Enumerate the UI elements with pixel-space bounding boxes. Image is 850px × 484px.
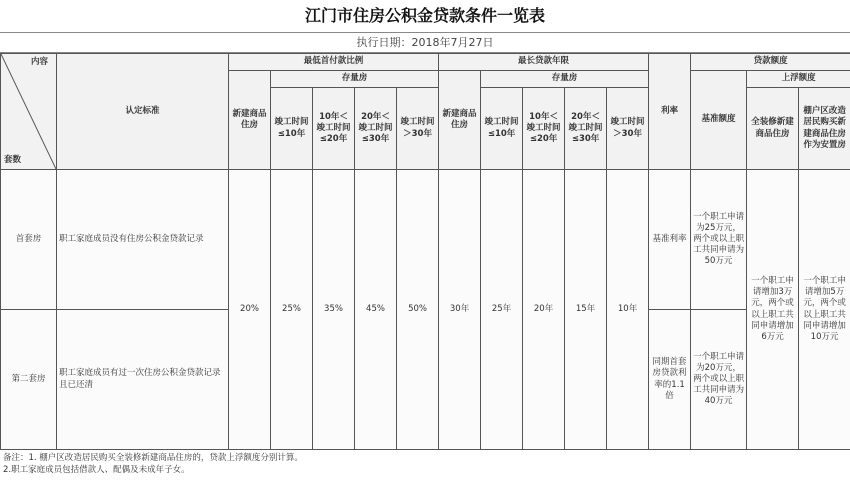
diagonal-line — [1, 54, 56, 169]
header-shantytown: 棚户区改造居民购买新建商品住房作为安置房 — [799, 88, 850, 170]
header-term-age-gt30: 竣工时间＞30年 — [607, 88, 649, 170]
term-new-house-value: 30年 — [439, 170, 481, 450]
down-new-house-value: 20% — [229, 170, 271, 450]
table-row-first-house — [1, 170, 850, 310]
header-base-amount: 基准额度 — [691, 71, 747, 170]
rate-first-house: 基准利率 — [649, 170, 691, 310]
page-title: 江门市住房公积金贷款条件一览表 — [0, 0, 850, 33]
header-down-age-gt30: 竣工时间＞30年 — [397, 88, 439, 170]
rate-second-house: 同期首套房贷款利率的1.1倍 — [649, 310, 691, 450]
down-age-gt30-value: 50% — [397, 170, 439, 450]
header-down-age-le10: 竣工时间≤10年 — [271, 88, 313, 170]
header-min-down-payment: 最低首付款比例 — [229, 54, 439, 71]
header-criteria: 认定标准 — [57, 54, 229, 170]
header-down-age-20-30: 20年＜竣工时间≤30年 — [355, 88, 397, 170]
header-down-age-10-20: 10年＜竣工时间≤20年 — [313, 88, 355, 170]
header-loan-amount: 贷款额度 — [691, 54, 850, 71]
header-full-decor: 全装修新建商品住房 — [747, 88, 799, 170]
loan-conditions-table — [0, 53, 850, 450]
criteria-second-house: 职工家庭成员有过一次住房公积金贷款记录且已还清 — [57, 310, 229, 450]
header-down-new-house: 新建商品住房 — [229, 71, 271, 170]
note-line-1: 备注：1. 棚户区改造居民购买全装修新建商品住房的，贷款上浮额度分别计算。 — [3, 453, 303, 463]
header-term-new-house: 新建商品住房 — [439, 71, 481, 170]
term-age-10-20-value: 20年 — [523, 170, 565, 450]
header-term-stock: 存量房 — [481, 71, 649, 88]
header-term-age-le10: 竣工时间≤10年 — [481, 88, 523, 170]
notes — [0, 450, 850, 478]
base-amount-second-house: 一个职工申请为20万元，两个或以上职工共同申请为40万元 — [691, 310, 747, 450]
term-age-le10-value: 25年 — [481, 170, 523, 450]
diagonal-header-cell — [1, 54, 57, 170]
down-age-20-30-value: 45% — [355, 170, 397, 450]
header-float-amount: 上浮额度 — [747, 71, 850, 88]
header-content-label: 内容 — [30, 57, 48, 67]
header-term-age-10-20: 10年＜竣工时间≤20年 — [523, 88, 565, 170]
header-term-age-20-30: 20年＜竣工时间≤30年 — [565, 88, 607, 170]
down-age-10-20-value: 35% — [313, 170, 355, 450]
criteria-first-house: 职工家庭成员没有住房公积金贷款记录 — [57, 170, 229, 310]
row-label-first-house: 首套房 — [1, 170, 57, 310]
header-taoshu-label: 套数 — [4, 154, 22, 165]
header-down-stock: 存量房 — [271, 71, 439, 88]
float-shantytown-value: 一个职工申请增加5万元，两个或以上职工共同申请增加10万元 — [799, 170, 850, 450]
execution-date: 执行日期：2018年7月27日 — [0, 33, 850, 53]
row-label-second-house: 第二套房 — [1, 310, 57, 450]
term-age-20-30-value: 15年 — [565, 170, 607, 450]
note-line-2: 2.职工家庭成员包括借款人、配偶及未成年子女。 — [3, 465, 190, 475]
term-age-gt30-value: 10年 — [607, 170, 649, 450]
header-rate: 利率 — [649, 54, 691, 170]
base-amount-first-house: 一个职工申请为25万元，两个或以上职工共同申请为50万元 — [691, 170, 747, 310]
float-full-decor-value: 一个职工申请增加3万元，两个或以上职工共同申请增加6万元 — [747, 170, 799, 450]
down-age-le10-value: 25% — [271, 170, 313, 450]
header-row-1 — [1, 54, 850, 71]
header-max-term: 最长贷款年限 — [439, 54, 649, 71]
